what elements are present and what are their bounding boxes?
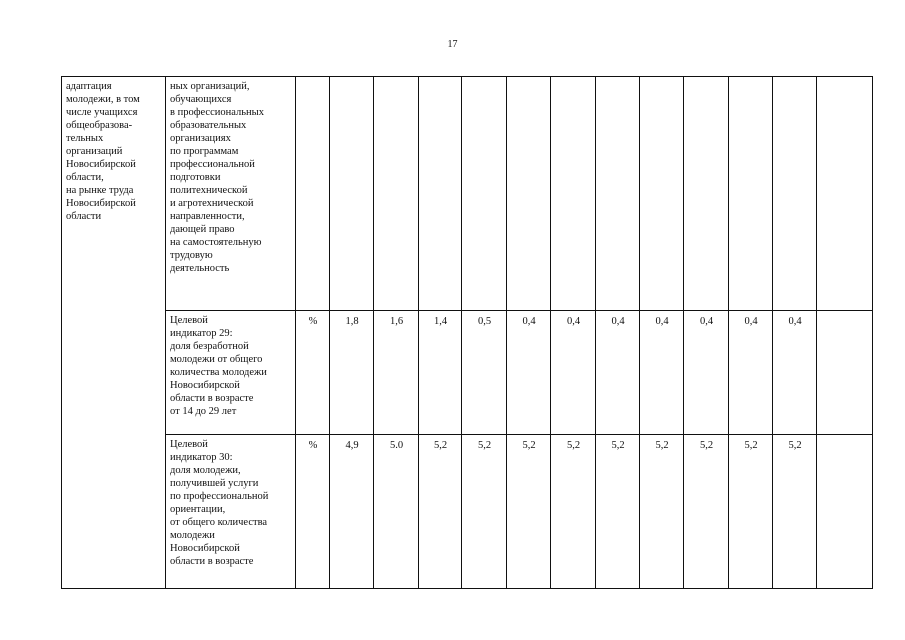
value-cell [374,77,419,311]
value-cell [817,77,873,311]
value-cell [773,77,817,311]
table-row [62,77,873,311]
value-cell: 0,4 [640,311,684,435]
value-cell [729,77,773,311]
value-cell: 0,4 [551,311,596,435]
task-cell: адаптация молодежи, в том числе учащихся общеобразова- тельных организаций Новосибирской области, на рынке труда Новосибирской области [62,77,166,589]
value-cell: 5.0 [374,435,419,589]
unit-cell: % [296,311,330,435]
value-cell: 5,2 [551,435,596,589]
unit-cell [296,77,330,311]
indicator-description: Целевой индикатор 30: доля молодежи, получившей услуги по профессиональной ориентации, от общего количества молодежи Новосибирской области в возрасте [166,435,296,589]
page-number: 17 [447,39,458,50]
value-cell: 5,2 [462,435,507,589]
value-cell: 5,2 [419,435,462,589]
value-cell: 0,4 [596,311,640,435]
indicator-description: Целевой индикатор 29: доля безработной молодежи от общего количества молодежи Новосибирской области в возрасте от 14 до 29 лет [166,311,296,435]
value-cell: 5,2 [507,435,551,589]
value-cell: 0,4 [729,311,773,435]
value-cell: 1,8 [330,311,374,435]
value-cell [817,435,873,589]
value-cell [419,77,462,311]
value-cell [330,77,374,311]
value-cell: 5,2 [729,435,773,589]
table-row [62,435,873,589]
value-cell [596,77,640,311]
value-cell: 5,2 [596,435,640,589]
value-cell [551,77,596,311]
value-cell [684,77,729,311]
value-cell: 0,4 [684,311,729,435]
value-cell: 5,2 [684,435,729,589]
value-cell [640,77,684,311]
value-cell [817,311,873,435]
table-row [62,311,873,435]
value-cell [507,77,551,311]
unit-cell: % [296,435,330,589]
value-cell: 1,4 [419,311,462,435]
value-cell: 1,6 [374,311,419,435]
value-cell: 5,2 [640,435,684,589]
indicators-table [61,76,873,589]
value-cell: 0,4 [507,311,551,435]
value-cell: 0,4 [773,311,817,435]
value-cell [462,77,507,311]
indicator-description: ных организаций, обучающихся в профессиональных образовательных организациях по программам профессиональной подготовки политехнической и агротехнической направленности, дающей право на самостоятельную трудовую деятельность [166,77,296,311]
value-cell: 5,2 [773,435,817,589]
value-cell: 4,9 [330,435,374,589]
value-cell: 0,5 [462,311,507,435]
